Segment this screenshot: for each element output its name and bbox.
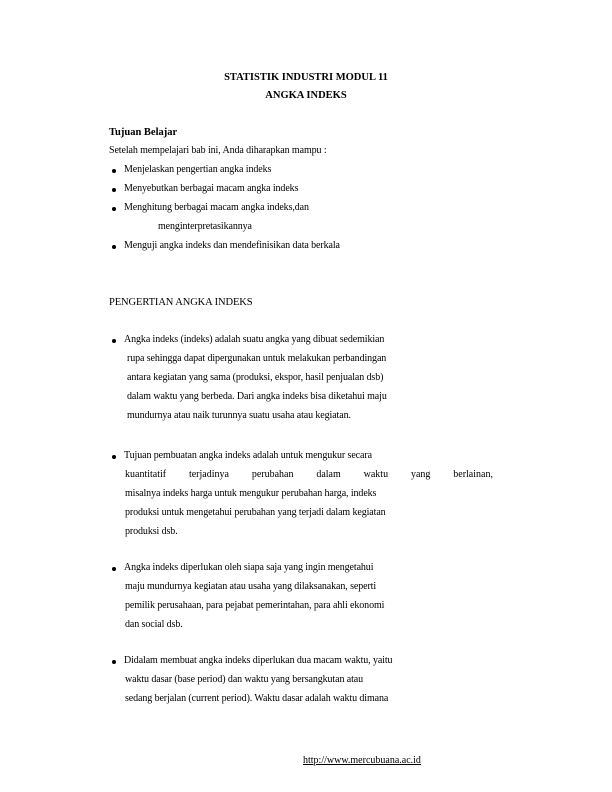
bullet-icon (112, 207, 116, 211)
paragraph-line: dan social dsb. (125, 619, 183, 630)
paragraph-line: Didalam membuat angka indeks diperlukan dua macam waktu, yaitu (124, 655, 393, 666)
section-heading: PENGERTIAN ANGKA INDEKS (109, 297, 253, 308)
objective-item: Menguji angka indeks dan mendefinisikan data berkala (124, 240, 340, 251)
paragraph-line: mundurnya atau naik turunnya suatu usaha atau kegiatan. (127, 410, 351, 421)
paragraph-line: sedang berjalan (current period). Waktu dasar adalah waktu dimana (125, 693, 389, 704)
word: dalam (316, 469, 341, 480)
paragraph-line-justified (125, 469, 493, 480)
objective-item: Menghitung berbagai macam angka indeks,dan (124, 202, 309, 213)
bullet-icon (112, 245, 116, 249)
word: berlainan, (453, 469, 493, 480)
objective-item: Menjelaskan pengertian angka indeks (124, 164, 272, 175)
paragraph-line: misalnya indeks harga untuk mengukur perubahan harga, indeks (125, 488, 377, 499)
paragraph-line: Tujuan pembuatan angka indeks adalah untuk mengukur secara (124, 450, 372, 461)
objectives-intro: Setelah mempelajari bab ini, Anda diharapkan mampu : (109, 145, 327, 156)
paragraph-line: pemilik perusahaan, para pejabat pemerintahan, para ahli ekonomi (125, 600, 385, 611)
paragraph-line: produksi dsb. (125, 526, 178, 537)
paragraph-line: antara kegiatan yang sama (produksi, ekspor, hasil penjualan dsb) (127, 372, 384, 383)
paragraph-line: produksi untuk mengetahui perubahan yang terjadi dalam kegiatan (125, 507, 386, 518)
bullet-icon (112, 188, 116, 192)
objectives-heading: Tujuan Belajar (109, 127, 178, 138)
paragraph-line: rupa sehingga dapat dipergunakan untuk melakukan perbandingan (127, 353, 387, 364)
word: waktu (363, 469, 389, 480)
word: perubahan (251, 469, 294, 480)
bullet-icon (112, 660, 116, 664)
bullet-icon (112, 339, 116, 343)
paragraph-line: maju mundurnya kegiatan atau usaha yang dilaksanakan, seperti (125, 581, 377, 592)
footer-website-link[interactable]: http://www.mercubuana.ac.id (303, 755, 421, 766)
paragraph-line: Angka indeks diperlukan oleh siapa saja yang ingin mengetahui (124, 562, 374, 573)
module-title: STATISTIK INDUSTRI MODUL 11 (224, 72, 388, 83)
objective-item: Menyebutkan berbagai macam angka indeks (124, 183, 299, 194)
paragraph-line: dalam waktu yang berbeda. Dari angka indeks bisa diketahui maju (127, 391, 387, 402)
word: kuantitatif (125, 469, 167, 480)
word: yang (410, 469, 431, 480)
chapter-title: ANGKA INDEKS (265, 90, 347, 101)
bullet-icon (112, 169, 116, 173)
objective-item-continuation: menginterpretasikannya (158, 221, 252, 232)
paragraph-line: Angka indeks (indeks) adalah suatu angka yang dibuat sedemikian (124, 334, 385, 345)
word: terjadinya (188, 469, 229, 480)
bullet-icon (112, 455, 116, 459)
bullet-icon (112, 567, 116, 571)
paragraph-line: waktu dasar (base period) dan waktu yang bersangkutan atau (125, 674, 363, 685)
